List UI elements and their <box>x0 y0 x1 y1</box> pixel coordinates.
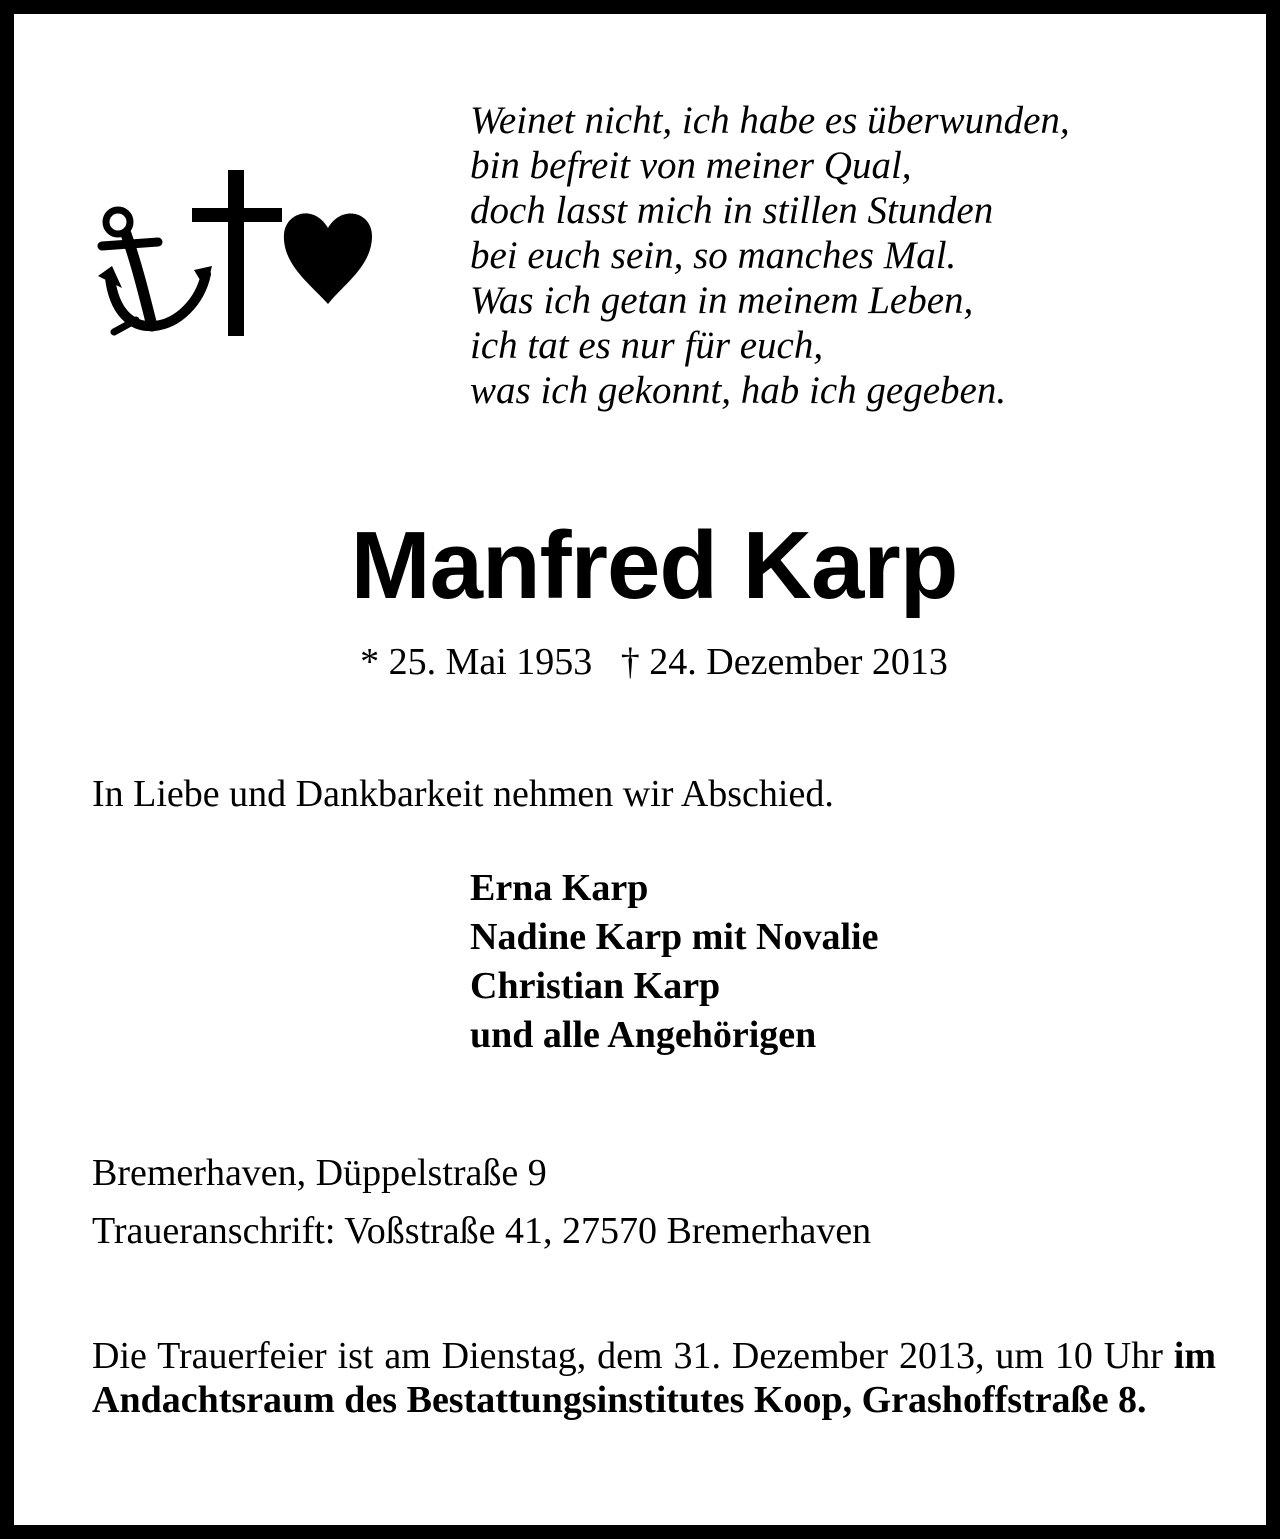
mourner-name: Nadine Karp mit Novalie <box>470 916 879 958</box>
heart-icon <box>280 204 376 308</box>
farewell-text: In Liebe und Dankbarkeit nehmen wir Abschied. <box>92 773 834 815</box>
poem-line: Was ich getan in meinem Leben, <box>470 279 974 322</box>
mourner-name: Christian Karp <box>470 965 721 1007</box>
memorial-poem <box>470 98 1070 413</box>
birth-date: * 25. Mai 1953 <box>360 641 593 683</box>
life-dates <box>14 638 1280 686</box>
mourning-address: Traueranschrift: Voßstraße 41, 27570 Bremerhaven <box>92 1210 872 1252</box>
ceremony-notice <box>92 1334 1216 1422</box>
residence-address: Bremerhaven, Düppelstraße 9 <box>92 1152 547 1194</box>
poem-line: Weinet nicht, ich habe es überwunden, <box>470 99 1070 142</box>
poem-line: was ich gekonnt, hab ich gegeben. <box>470 369 1007 412</box>
death-date: † 24. Dezember 2013 <box>620 641 948 683</box>
deceased-name: Manfred Karp <box>350 512 958 619</box>
ceremony-text: Die Trauerfeier ist am Dienstag, dem 31. Dezember 2013, um 10 Uhr <box>92 1335 1174 1377</box>
cross-icon <box>192 170 282 336</box>
poem-line: ich tat es nur für euch, <box>470 324 824 367</box>
mourner-name: und alle Angehörigen <box>470 1014 817 1056</box>
poem-line: bei euch sein, so manches Mal. <box>470 234 957 277</box>
mourner-name: Erna Karp <box>470 867 649 909</box>
poem-line: bin befreit von meiner Qual, <box>470 144 912 187</box>
faith-hope-love-symbols <box>96 164 386 344</box>
poem-line: doch lasst mich in stillen Stunden <box>470 189 994 232</box>
mourners-list <box>470 864 878 1060</box>
ceremony-location: im Andachtsraum des Bestattungsinstitutes Koop, Grashoffstraße 8. <box>92 1335 1216 1421</box>
address-block <box>92 1144 871 1260</box>
